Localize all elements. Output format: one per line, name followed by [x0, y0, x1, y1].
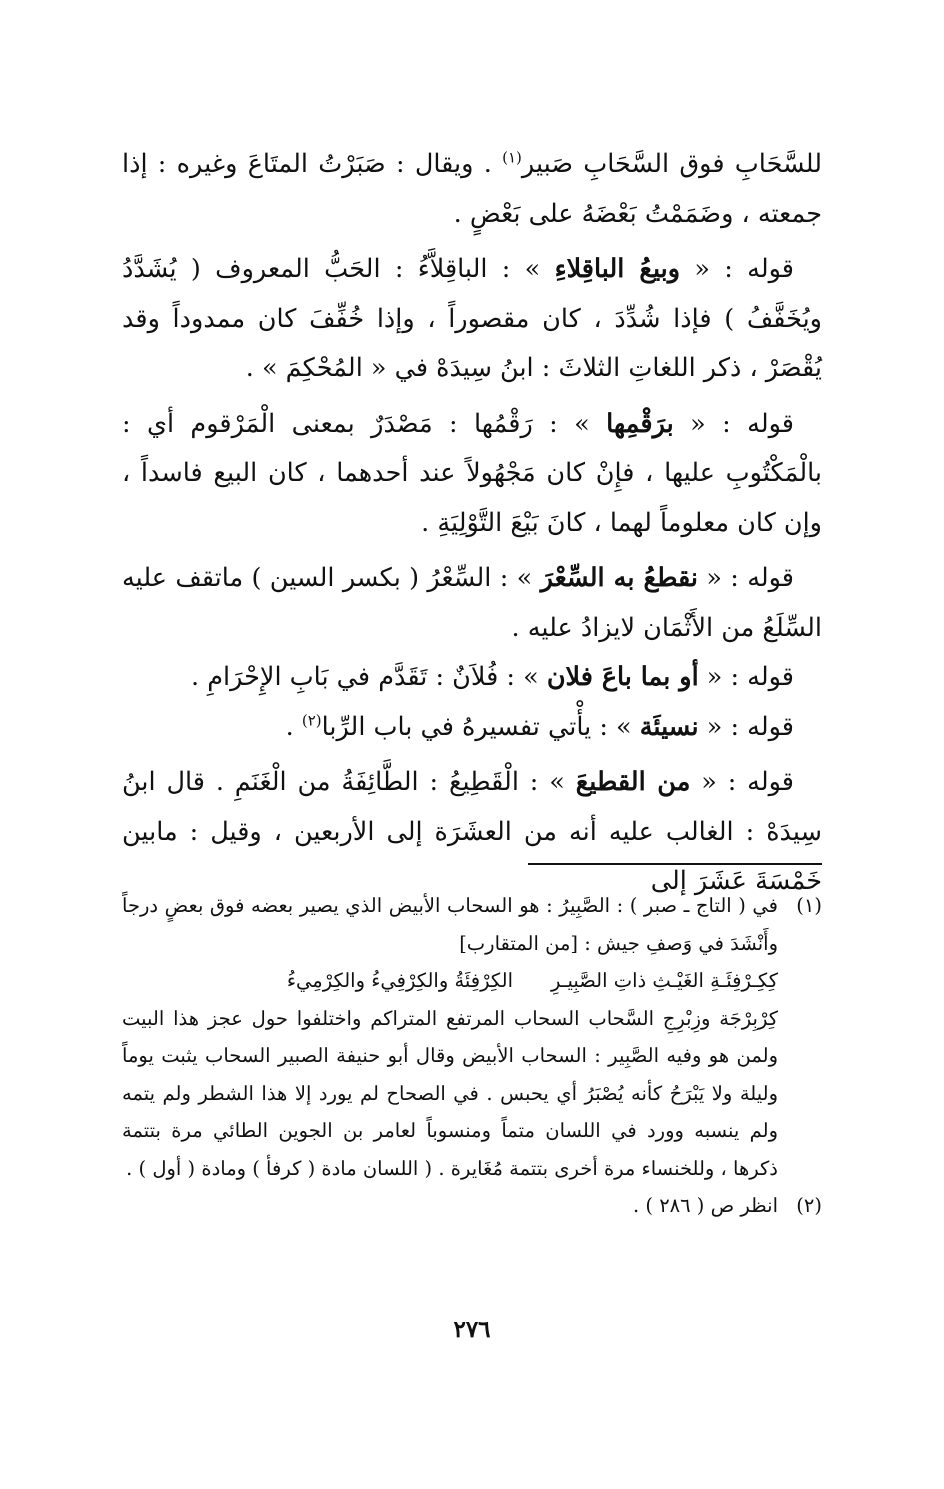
footnotes [122, 887, 822, 1225]
footnote-body [122, 887, 778, 1187]
main-text [122, 140, 822, 907]
verse-hemistich-first: كِكِـرْفِئَـةِ الغَيْـثِ ذاتِ الصَّبِيـرِ [551, 969, 778, 992]
footnote-ref-1[interactable]: (١) [502, 148, 522, 167]
headword: وبيعُ الباقِلاءِ [554, 254, 681, 284]
paragraph-7 [122, 758, 822, 907]
text: » : السِّعْرُ ( بكسر السين ) ماتقف عليه السِّلَعُ من الأَثْمَان لايزادُ عليه . [122, 563, 822, 643]
verse-hemistich-second: الكِرْفِئَةُ والكِرْفِيءُ والكِرْمِيءُ [286, 969, 514, 992]
footnote-text: في ( التاج ـ صبر ) : الصَّبِيرُ : هو السحاب الأبيض الذي يصير بعضه فوق بعضٍ درجاً وأَنْشَدَ في وَصفِ جيش : [من المتقارب] [122, 894, 778, 955]
footnote-ref-2[interactable]: (٢) [301, 711, 322, 729]
footnote-separator [528, 863, 822, 865]
headword: نقطعُ به السِّعْرَ [540, 563, 699, 593]
paragraph-1 [122, 140, 822, 239]
text: قوله : « [690, 767, 794, 797]
paragraph-2 [122, 245, 822, 394]
text: » : رَقْمُها : مَصْدَرٌ بمعنى الْمَرْقوم أي : بالْمَكْتُوبِ عليها ، فإِنْ كان مَجْهُولاً عند أحدهما ، كان البيع فاسداً ، وإن كان معلوماً لهما ، كانَ بَيْعَ التَّوْلِيَةِ . [122, 408, 822, 538]
headword: أو بما باعَ فلان [546, 662, 699, 692]
verse-line [122, 962, 778, 1000]
footnote-text: كِرْبِرْجَة وزِبْرِجِ السَّحاب السحاب المرتفع المتراكم واختلفوا حول عجز هذا البيت ولمن هو وفيه الصَّبِير : السحاب الأبيض وقال أبو حنيفة الصبير السحاب يثبت يوماً وليلة ولا يَبْرَحُ كأنه يُصْبَرُ أي يحبس . في الصحاح لم يورد إلا هذا الشطر ولم يتمه ولم ينسبه وورد في اللسان متماً ومنسوباً لعامر بن الجوين الطائي مرة بتتمة ذكرها ، وللخنساء مرة أخرى بتتمة مُغَايرة . ( اللسان مادة ( كرفأ ) ومادة ( أول ) . [122, 1006, 778, 1180]
text: » : يأْتي تفسيرهُ في باب الرِّبا [321, 711, 640, 742]
paragraph-5 [122, 653, 822, 703]
headword: نسيئَة [639, 711, 699, 742]
paragraph-6 [122, 703, 822, 753]
footnote-number: (١) [796, 894, 822, 917]
headword: من القطيعَ [575, 767, 691, 797]
text: . ويقال : صَبَرْتُ المتَاعَ وغيره : إذا جمعته ، وضَمَمْتُ بَعْضَهُ على بَعْضٍ . [122, 149, 822, 229]
paragraph-4 [122, 554, 822, 653]
text: قوله : « [698, 662, 794, 692]
paragraph-3 [122, 400, 822, 549]
text: قوله : « [698, 711, 794, 742]
text: للسَّحَابِ فوق السَّحَابِ صَبير [521, 149, 822, 179]
text: قوله : « [680, 254, 794, 284]
footnote-number: (٢) [796, 1194, 822, 1217]
footnote-body [122, 1187, 778, 1225]
footnote-text: انظر ص ( ٢٨٦ ) . [632, 1194, 778, 1217]
text: . [285, 711, 302, 742]
text: » : فُلاَنٌ : تَقَدَّم في بَابِ الإِحْرَامِ . [191, 662, 547, 692]
page-number: ٢٧٦ [453, 1316, 491, 1343]
text: » : الباقِلاَّءُ : الحَبُّ المعروف ( يُشَدَّدُ ويُخَفَّفُ ) فإذا شُدِّدَ ، كان مقصوراً ، وإذا خُفِّفَ كان ممدوداً وقد يُقْصَرْ ، ذكر اللغاتِ الثلاثَ : ابنُ سِيدَهْ في « المُحْكِمَ » . [122, 254, 822, 383]
text: قوله : « [673, 408, 794, 439]
text: » : الْقَطِيعُ : الطَّائِفَةُ من الْغَنَمِ . قال ابنُ سِيدَهْ : الغالب عليه أنه من العشَرَة إلى الأربعين ، وقيل : مابين خَمْسَةَ عَشَرَ إلى [122, 767, 822, 896]
headword: برَقْمِها [606, 408, 674, 439]
footnote-1 [122, 887, 822, 1187]
text: قوله : « [698, 563, 794, 593]
footnote-2 [122, 1187, 822, 1225]
